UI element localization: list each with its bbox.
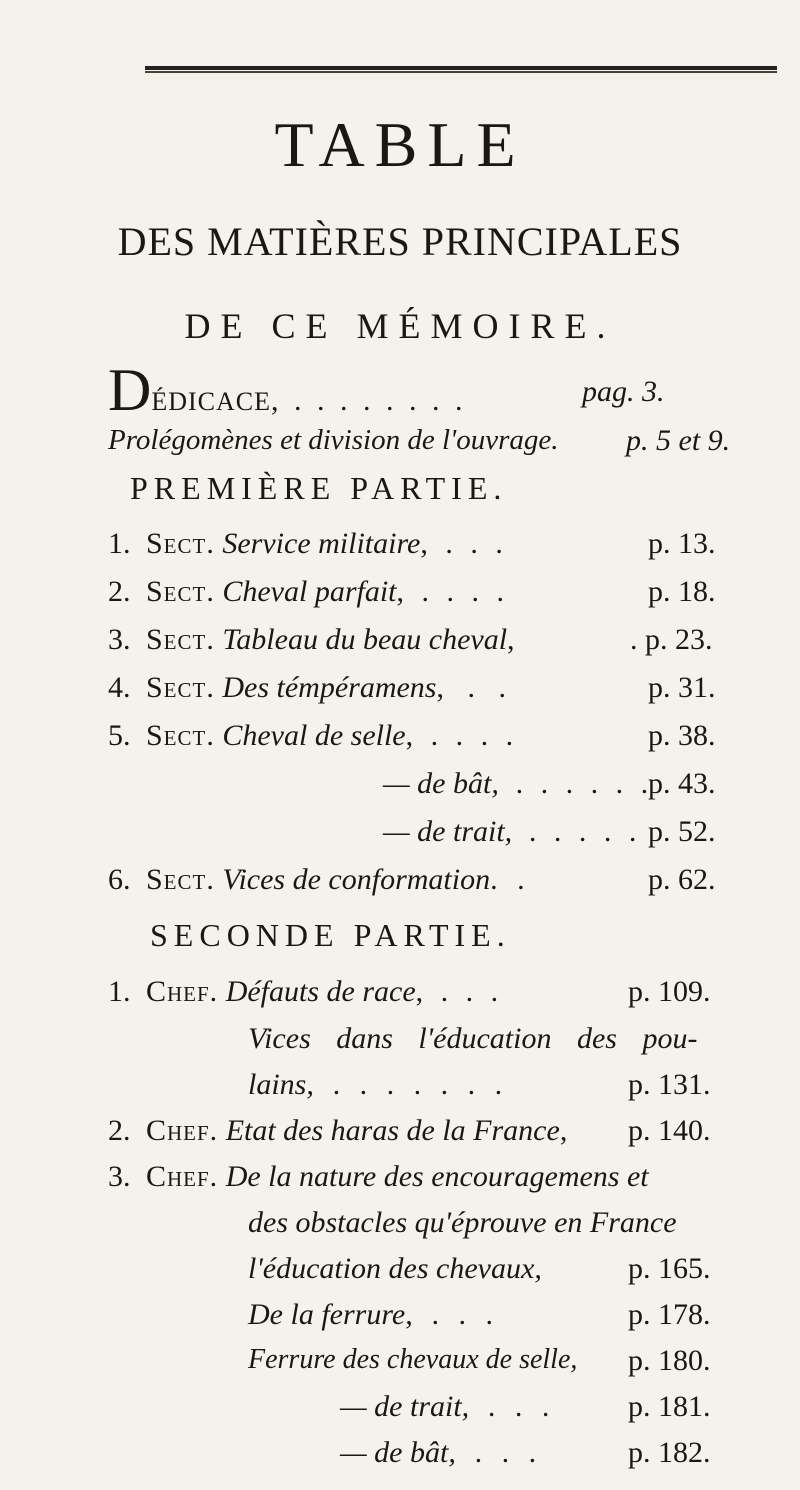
leader-dots: , . . . <box>461 1390 557 1423</box>
entry-label: l'éducation des chevaux <box>248 1252 535 1285</box>
list-item <box>108 1114 567 1148</box>
page-ref: p. 38. <box>648 719 716 752</box>
page-ref: p. 31. <box>648 671 716 704</box>
page-ref: p. 18. <box>648 575 716 608</box>
entry-label: Ferrure des chevaux de selle <box>248 1344 571 1375</box>
part-title: PREMIÈRE PARTIE. <box>130 470 508 506</box>
list-item <box>248 1344 577 1376</box>
list-item: Vices dans l'éducation des pou- <box>248 1022 698 1055</box>
list-item <box>108 671 514 705</box>
entry-number: 1. <box>108 527 131 560</box>
leader-dots: , . . <box>436 671 514 704</box>
dedication-entry <box>108 357 467 423</box>
leader-dots: , <box>534 1252 542 1285</box>
list-item <box>108 719 518 753</box>
entry-label: — de trait <box>340 1390 462 1423</box>
entry-section: Sect. <box>146 575 215 608</box>
entry-section: Chef. <box>146 1160 219 1193</box>
header-rule <box>145 66 777 73</box>
list-item <box>108 623 515 657</box>
list-item: des obstacles qu'éprouve en France <box>248 1206 677 1239</box>
leader-dots: , <box>507 623 515 656</box>
entry-number: 6. <box>108 863 131 896</box>
page-ref: p. 140. <box>628 1114 711 1147</box>
entry-number: 5. <box>108 719 131 752</box>
entry-label: Vices de conformation <box>222 863 491 896</box>
page-ref: p. 43. <box>648 767 716 800</box>
list-item <box>340 1390 556 1424</box>
entry-section: Chef. <box>146 1114 219 1147</box>
page-ref: p. 181. <box>628 1390 711 1423</box>
entry-section: Sect. <box>146 527 215 560</box>
page-ref: p. 182. <box>628 1436 711 1469</box>
leader-dots: , . . . <box>448 1436 543 1469</box>
entry-number: 2. <box>108 1114 131 1147</box>
entry-label: De la ferrure <box>248 1298 406 1331</box>
list-item <box>248 1068 509 1102</box>
leader-dots: , . . . <box>405 1298 500 1331</box>
leader-dots: , . . . . . . . . <box>271 384 467 417</box>
drop-cap: D <box>108 357 152 423</box>
leader-dots: , . . . . <box>396 575 510 608</box>
leader-dots: , <box>570 1344 578 1375</box>
entry-label: Etat des haras de la France <box>225 1114 560 1147</box>
page-ref: p. 13. <box>648 527 716 560</box>
entry-section: Chef. <box>146 975 219 1008</box>
page-ref: p. 109. <box>628 975 711 1008</box>
entry-section: Sect. <box>146 623 215 656</box>
entry-number: 4. <box>108 671 131 704</box>
list-item <box>248 1252 542 1286</box>
entry-label: ÉDICACE <box>151 387 272 416</box>
prolegomenes-entry: Prolégomènes et division de l'ouvrage. <box>108 424 559 456</box>
page-ref: pag. 3. <box>582 375 665 408</box>
list-item <box>248 1298 500 1332</box>
page-ref: p. 131. <box>628 1068 711 1101</box>
entry-label: Des témpéramens <box>222 671 437 704</box>
entry-label: — de bât <box>383 767 492 800</box>
leader-dots: , . . . . . . <box>491 767 654 800</box>
list-item <box>108 527 508 561</box>
leader-dots: , . . . . . <box>504 815 643 848</box>
page-ref: p. 180. <box>628 1344 711 1377</box>
leader-dots: , . . . . . . . <box>306 1068 509 1101</box>
list-item <box>108 1160 649 1194</box>
entry-section: Sect. <box>146 719 215 752</box>
entry-section: Sect. <box>146 671 215 704</box>
part-title: SECONDE PARTIE. <box>150 917 511 953</box>
list-item <box>383 815 642 849</box>
entry-section: Sect. <box>146 863 215 896</box>
entry-label: Cheval parfait <box>222 575 397 608</box>
entry-number: 3. <box>108 1160 131 1193</box>
page-ref: p. 165. <box>628 1252 711 1285</box>
page-subtitle-2: DE CE MÉMOIRE. <box>184 306 616 346</box>
entry-label: Défauts de race <box>225 975 416 1008</box>
page-ref: p. 52. <box>648 815 716 848</box>
page-ref: p. 62. <box>648 863 716 896</box>
leader-dots: , <box>559 1114 568 1147</box>
page-ref: p. 5 et 9. <box>626 424 731 457</box>
entry-label: Cheval de selle <box>222 719 406 752</box>
page-subtitle: DES MATIÈRES PRINCIPALES <box>117 219 683 264</box>
leader-dots: . . <box>490 863 531 896</box>
leader-dots: , . . . . <box>405 719 519 752</box>
list-item <box>108 575 509 609</box>
page-ref: p. 178. <box>628 1298 711 1331</box>
leader-dots: , . . . <box>420 527 508 560</box>
page-title: TABLE <box>274 109 526 180</box>
list-item <box>108 975 503 1009</box>
entry-number: 2. <box>108 575 131 608</box>
entry-label: Service militaire <box>222 527 421 560</box>
entry-number: 1. <box>108 975 131 1008</box>
list-item <box>340 1436 543 1470</box>
leader-dots: , . . . <box>415 975 504 1008</box>
entry-label: De la nature des encouragemens et <box>225 1160 649 1193</box>
entry-label: Tableau du beau cheval <box>222 623 508 656</box>
entry-number: 3. <box>108 623 131 656</box>
entry-label: — de trait <box>383 815 505 848</box>
page-ref: . p. 23. <box>630 623 713 656</box>
entry-label: lains <box>248 1068 307 1101</box>
list-item <box>383 767 654 801</box>
entry-label: — de bât <box>340 1436 449 1469</box>
list-item <box>108 863 531 897</box>
